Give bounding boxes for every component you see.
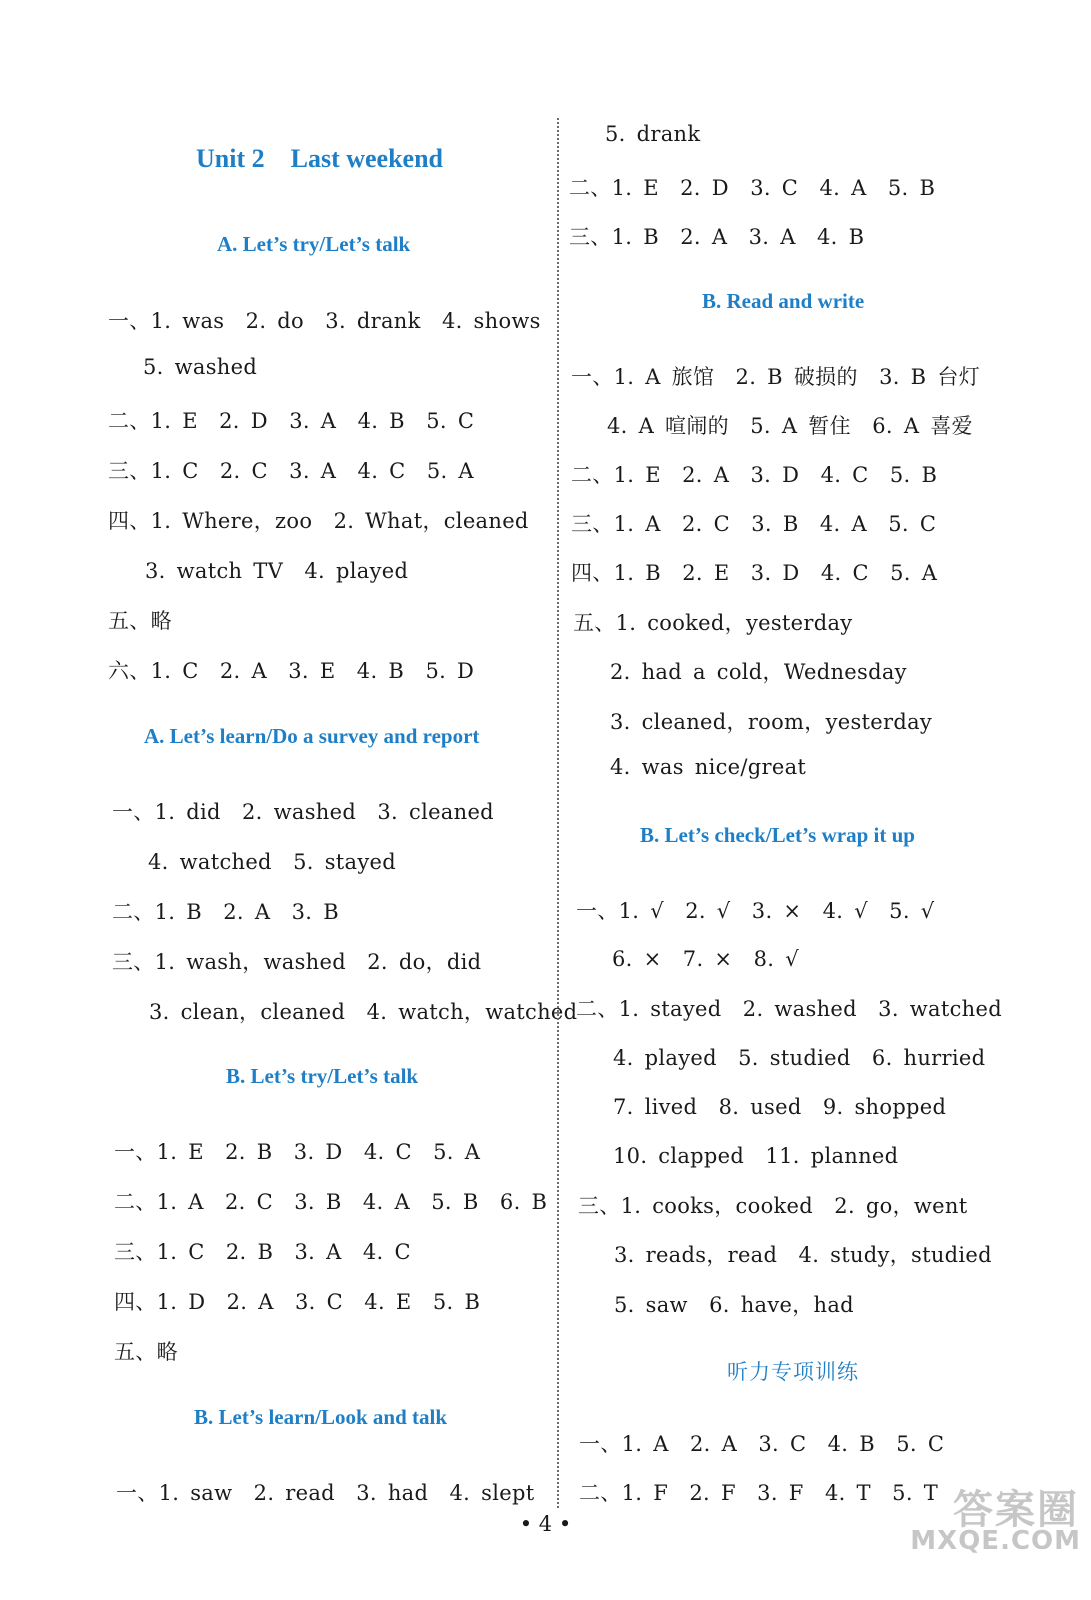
answer-line: 二、1. E 2. D 3. C 4. A 5. B (569, 176, 936, 200)
answer-line: 4. played 5. studied 6. hurried (613, 1046, 986, 1070)
answer-line: 二、1. stayed 2. washed 3. watched (576, 997, 1002, 1021)
answer-line: 2. had a cold，Wednesday (610, 660, 907, 684)
answer-line: 7. lived 8. used 9. shopped (613, 1095, 947, 1119)
answer-line: 一、1. √ 2. √ 3. × 4. √ 5. √ (576, 899, 935, 923)
section-heading-b-check-wrap: B. Let’s check/Let’s wrap it up (640, 823, 915, 847)
answer-line: 二、1. A 2. C 3. B 4. A 5. B 6. B (114, 1190, 548, 1214)
answer-line: 5. drank (605, 122, 701, 146)
answer-line: 3. cleaned，room，yesterday (610, 710, 933, 734)
section-heading-a-learn-survey: A. Let’s learn/Do a survey and report (144, 724, 480, 748)
answer-line: 二、1. F 2. F 3. F 4. T 5. T (579, 1481, 939, 1505)
answer-line: 一、1. A 旅馆 2. B 破损的 3. B 台灯 (571, 365, 980, 389)
answer-line: 四、1. Where，zoo 2. What，cleaned (108, 509, 529, 533)
answer-line: 三、1. C 2. C 3. A 4. C 5. A (108, 459, 474, 483)
answer-line: 4. watched 5. stayed (148, 850, 396, 874)
answer-line: 3. watch TV 4. played (145, 559, 409, 583)
section-heading-b-read-write: B. Read and write (702, 289, 865, 313)
unit-title: Unit 2 Last weekend (196, 144, 444, 173)
answer-line: 5. saw 6. have，had (614, 1293, 854, 1317)
answer-line: 3. reads，read 4. study，studied (614, 1243, 992, 1267)
answer-line: 五、略 (114, 1340, 178, 1364)
answer-line: 六、1. C 2. A 3. E 4. B 5. D (108, 659, 475, 683)
answer-line: 一、1. was 2. do 3. drank 4. shows (108, 309, 541, 333)
watermark-logo (895, 1478, 1085, 1560)
answer-line: 三、1. C 2. B 3. A 4. C (114, 1240, 411, 1264)
watermark-text: 答案圈 (953, 1487, 1079, 1533)
answer-line: 四、1. D 2. A 3. C 4. E 5. B (114, 1290, 481, 1314)
answer-line: 三、1. cooks，cooked 2. go，went (578, 1194, 968, 1218)
answer-line: 三、1. wash，washed 2. do，did (112, 950, 482, 974)
answer-line: 10. clapped 11. planned (613, 1144, 899, 1168)
answer-line: 二、1. E 2. A 3. D 4. C 5. B (571, 463, 938, 487)
answer-line: 五、1. cooked，yesterday (573, 611, 853, 635)
section-heading-a-try-talk: A. Let’s try/Let’s talk (217, 232, 411, 256)
answer-line: 四、1. B 2. E 3. D 4. C 5. A (571, 561, 938, 585)
answer-line: 三、1. A 2. C 3. B 4. A 5. C (571, 512, 937, 536)
watermark-url: MXQE.COM (910, 1526, 1081, 1556)
section-heading-b-learn-look: B. Let’s learn/Look and talk (194, 1405, 448, 1429)
page-number: • 4 • (519, 1512, 572, 1536)
answer-line: 二、1. E 2. D 3. A 4. B 5. C (108, 409, 475, 433)
column-divider (557, 118, 559, 1508)
answer-line: 4. was nice/great (610, 755, 807, 779)
answer-line: 一、1. did 2. washed 3. cleaned (112, 800, 494, 824)
section-heading-listening: 听力专项训练 (727, 1360, 859, 1384)
answer-line: 3. clean，cleaned 4. watch，watched (149, 1000, 578, 1024)
answer-line: 6. × 7. × 8. √ (612, 947, 799, 971)
answer-line: 5. washed (143, 355, 258, 379)
answer-line: 一、1. E 2. B 3. D 4. C 5. A (114, 1140, 481, 1164)
answer-line: 一、1. saw 2. read 3. had 4. slept (116, 1481, 535, 1505)
answer-line: 一、1. A 2. A 3. C 4. B 5. C (579, 1432, 945, 1456)
answer-line: 三、1. B 2. A 3. A 4. B (569, 225, 865, 249)
answer-line: 二、1. B 2. A 3. B (112, 900, 339, 924)
answer-line: 五、略 (108, 609, 172, 633)
section-heading-b-try-talk: B. Let’s try/Let’s talk (226, 1064, 419, 1088)
answer-line: 4. A 喧闹的 5. A 暂住 6. A 喜爱 (607, 414, 973, 438)
